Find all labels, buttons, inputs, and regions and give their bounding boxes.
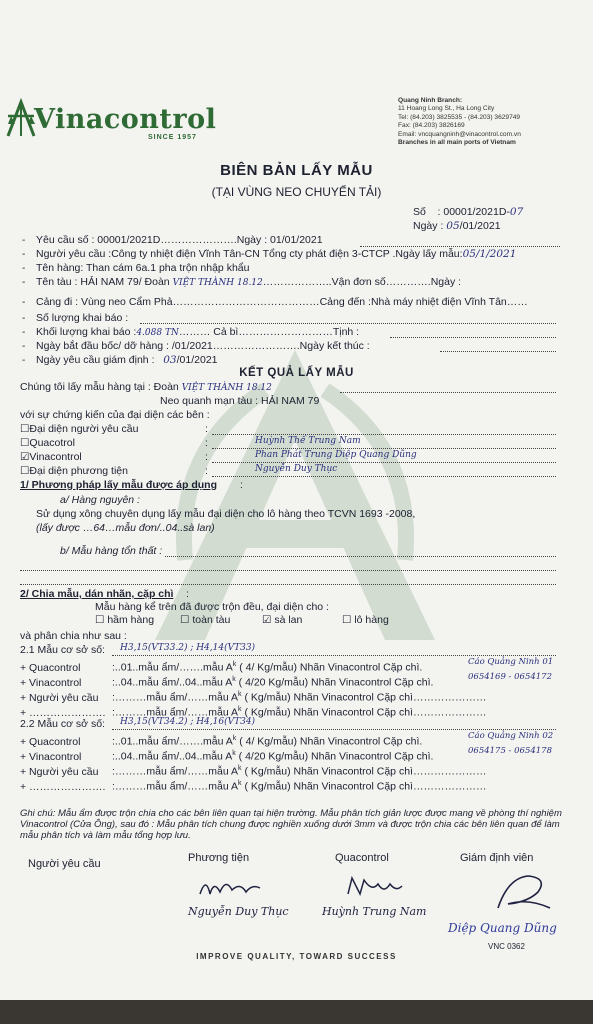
mau-co-so-21-hand: H3,15(VT33.2) ; H4,14(VT33) [120,643,256,653]
doc-date: Ngày : 05/01/2021 [413,220,501,232]
sample-analysis-count: mẫu ẩm/..04..mẫu A [138,676,233,689]
field-ten-hang: Tên hàng: Than cám 6a.1 pha trộn nhập khẩu [36,262,250,274]
sample-row: + Quacontrol :..01..mẫu ẩm/…….mẫu $A^k$ ( 4/ Kg/mẫu) Nhãn Vinacontrol Cặp chì. [20,661,423,674]
result-heading: KẾT QUẢ LẤY MẪU [239,367,354,379]
sample-analysis-count: mẫu ẩm/……mẫu A [146,691,239,704]
sample-analysis-count: mẫu ẩm/……mẫu A [146,765,239,778]
sample-analysis-count: mẫu ẩm/…….mẫu A [138,661,233,674]
sample-party: + Vinacontrol [20,750,82,763]
result-line2: Neo quanh mạn tàu : HẢI NAM 79 [160,395,320,407]
field-ten-tau: Tên tàu : HẢI NAM 79/ Đoàn VIỆT THÀNH 18.12………………..Vận đơn số………….Ngày : [36,276,462,288]
sample-moist-count: :..04.. [112,750,139,763]
section1-a-text2: (lấy được …64…mẫu đơn/..04..sà lan) [36,522,215,534]
section1-a: a/ Hàng nguyên : [60,494,140,506]
logo-since: SINCE 1957 [148,134,197,141]
sample-label-seal: ( Kg/mẫu) Nhãn Vinacontrol Cặp chì………………… [244,765,487,778]
field-ngay-giam-dinh: Ngày yêu cầu giám định : 03/01/2021 [36,354,218,366]
party-sign-2: Huỳnh Thế Trung Nam [255,436,361,446]
sample-analysis-count: mẫu ẩm/…….mẫu A [138,735,233,748]
sample-label-seal: ( 4/ Kg/mẫu) Nhãn Vinacontrol Cặp chì. [239,661,423,674]
logo-wordmark: Vinacontrol [34,104,217,135]
party-row-3: ☑Vinacontrol [20,451,82,463]
footer-slogan: IMPROVE QUALITY, TOWARD SUCCESS [196,952,397,961]
sample-row: + …………………. :………mẫu ẩm/……mẫu $A^k$ ( Kg/mẫu) Nhãn Vinacontrol Cặp chì………………… [20,706,487,719]
section1-a-text: Sử dụng xông chuyên dụng lấy mẫu đại diện cho lô hàng theo TCVN 1693 -2008, [36,508,416,520]
party-row-2: ☐Quacotrol [20,437,75,449]
section1-b: b/ Mẫu hàng tổn thất : [60,545,163,557]
field-khoi-luong: Khối lượng khai báo :4.088 TN……… Cả bì………………………Tịnh : [36,326,360,338]
section2-phan-chia: và phân chia như sau : [20,630,127,642]
sample-party: + Người yêu cầu [20,765,99,778]
sample-party: + Quacontrol [20,661,81,674]
branch-name: Quang Ninh Branch: [398,97,463,104]
sample-row: + Vinacontrol :..04..mẫu ẩm/..04..mẫu $A^k$ ( 4/20 Kg/mẫu) Nhãn Vinacontrol Cặp chì. [20,750,434,763]
sample-moist-count: :……… [112,780,147,793]
branch-address: 11 Hoang Long St., Ha Long City [398,105,495,113]
branch-email: Email: vncquangninh@vinacontrol.com.vn [398,130,521,138]
branch-note: Branches in all main ports of Vietnam [398,139,516,147]
mau-co-so-22-hand: H3,15(VT34.2) ; H4,16(VT34) [120,717,256,727]
sample-analysis-count: mẫu ẩm/..04..mẫu A [138,750,233,763]
signature-inspector-icon [488,868,558,918]
field-yeu-cau-so: Yêu cầu số : 00001/2021D………………….Ngày : 01/01/2021 [36,234,323,246]
sign-label-nguoi-yeu-cau: Người yêu cầu [28,858,101,870]
sample-label-seal: ( Kg/mẫu) Nhãn Vinacontrol Cặp chì………………… [244,780,487,793]
section2-intro: Mẫu hàng kể trên đã được trộn đều, đại diện cho : [95,601,329,613]
sample-label-seal: ( 4/20 Kg/mẫu) Nhãn Vinacontrol Cặp chì. [238,676,434,689]
sample-party: + Vinacontrol [20,676,82,689]
sample-label-seal: ( 4/20 Kg/mẫu) Nhãn Vinacontrol Cặp chì. [238,750,434,763]
option-lo-hang[interactable]: ☐ lô hàng [342,614,389,626]
branch-fax: Fax: (84.203) 3826169 [398,122,465,130]
mau-co-so-21: 2.1 Mẫu cơ sở số: [20,644,105,656]
sample-moist-count: :..04.. [112,676,139,689]
sample-label-seal: ( Kg/mẫu) Nhãn Vinacontrol Cặp chì………………… [244,706,487,719]
party-sign-4: Nguyễn Duy Thục [255,464,338,474]
branch-tel: Tel: (84.203) 3825535 - (84.203) 3629749 [398,113,521,121]
sample-row: + Quacontrol :..01..mẫu ẩm/…….mẫu $A^k$ ( 4/ Kg/mẫu) Nhãn Vinacontrol Cặp chì. [20,735,423,748]
section2-heading: 2/ Chia mẫu, dán nhãn, cặp chì [20,588,174,600]
seal-number-hand: 0654169 - 0654172 [468,672,552,682]
field-ngay-bat-dau: Ngày bắt đầu bốc/ dỡ hàng : /01/2021…………………….Ngày kết thúc : [36,340,370,352]
sample-row: + Người yêu cầu :………mẫu ẩm/……mẫu $A^k$ ( Kg/mẫu) Nhãn Vinacontrol Cặp chì………………… [20,765,487,778]
seal-number-hand: Cáo Quảng Ninh 01 [468,657,554,667]
sign-label-quacontrol: Quacontrol [335,852,389,864]
section1-heading: 1/ Phương pháp lấy mẫu được áp dụng [20,479,217,491]
signature-quacontrol-icon [344,872,404,900]
branch-info [398,97,521,147]
sample-party: + …………………. [20,780,106,793]
sample-party: + Quacontrol [20,735,81,748]
option-toan-tau[interactable]: ☐ toàn tàu [180,614,231,626]
sample-analysis-count: mẫu ẩm/……mẫu A [146,706,239,719]
doc-title: BIÊN BẢN LẤY MẪU [220,162,373,179]
sample-moist-count: :……… [112,706,147,719]
sign-name-quacontrol: Huỳnh Trung Nam [322,905,427,918]
sample-analysis-count: mẫu ẩm/……mẫu A [146,780,239,793]
sample-row: + …………………. :………mẫu ẩm/……mẫu $A^k$ ( Kg/mẫu) Nhãn Vinacontrol Cặp chì………………… [20,780,487,793]
result-line3: với sự chứng kiến của đại diện các bên : [20,409,210,421]
party-row-1: ☐Đại diện người yêu cầu [20,423,139,435]
option-ham-hang[interactable]: ☐ hầm hàng [95,614,155,626]
option-sa-lan[interactable]: ☑ sà lan [262,614,303,626]
field-cang: Cảng đi : Vùng neo Cẩm Phả……………………………………Cảng đến :Nhà máy nhiệt điện Vĩnh Tân…… [36,296,528,308]
inspector-name: Diệp Quang Dũng [448,921,557,935]
sample-moist-count: :……… [112,691,147,704]
party-sign-3: Phan Phát Trung Diệp Quang Dũng [255,450,417,460]
seal-number-hand: Cáo Quảng Ninh 02 [468,731,554,741]
doc-subtitle: (TẠI VÙNG NEO CHUYỂN TẢI) [211,185,382,199]
sample-moist-count: :..01.. [112,735,139,748]
doc-number: Số : 00001/2021D-07 [413,206,524,218]
sample-party: + …………………. [20,706,106,719]
sign-label-giam-dinh-vien: Giám định viên [460,852,534,864]
inspector-code: VNC 0362 [488,942,525,951]
mau-co-so-22: 2.2 Mẫu cơ sở số: [20,718,105,730]
result-line1: Chúng tôi lấy mẫu hàng tại : Đoàn VIỆT THÀNH 18.12 [20,381,272,393]
sample-moist-count: :..01.. [112,661,139,674]
document-page: Vinacontrol SINCE 1957 Quang Ninh Branch: 11 Hoang Long St., Ha Long City Tel: (84.203) 3825535 - (84.203) 3629749 Fax: (84.203) 3826169 Email: vncquangninh@vinacontrol.com.vn Branches in all main ports of Vietnam BIÊN BẢN LẤY MẪU (TẠI VÙNG NEO CHUYỂN TẢI) Số : 00001/2021D-07 Ngày : 05/01/2021 - Yêu cầu số : 00001/2021D………………….Ngày : 01/01/2021 - Người yêu cầu :Công ty nhiệt điện Vĩnh Tân-CN Tổng cty phát điện 3-CTCP .Ngày lấy mẫu:05/1/2021 - Tên hàng: Than cám 6a.1 pha trộn nhập khẩu - Tên tàu : HẢI NAM 79/ Đoàn VIỆT THÀNH 18.12………………..Vận đơn số………….Ngày : - Cảng đi : Vùng neo Cẩm Phả……………………………………Cảng đến :Nhà máy nhiệt điện Vĩnh Tân…… - Số lượng khai báo : - Khối lượng khai báo :4.088 TN……… Cả bì………………………Tịnh : - Ngày bắt đầu bốc/ dỡ hàng : /01/2021…………………….Ngày kết thúc : - Ngày yêu cầu giám định : 03/01/2021 KẾT QUẢ LẤY MẪU Chúng tôi lấy mẫu hàng tại : Đoàn VIỆT THÀNH 18.12 Neo quanh mạn tàu : HẢI NAM 79 với sự chứng kiến của đại diện các bên : ☐Đại diện người yêu cầu : ☐Quacotrol : Huỳnh Thế Trung Nam ☑Vinacontrol : Phan Phát Trung Diệp Quang Dũng ☐Đại diện phương tiện : Nguyễn Duy Thục 1/ Phương pháp lấy mẫu được áp dụng : a/ Hàng nguyên : Sử dụng xông chuyên dụng lấy mẫu đại diện cho lô hàng theo TCVN 1693 -2008, (lấy được …64…mẫu đơn/..04..sà lan) b/ Mẫu hàng tổn thất : 2/ Chia mẫu, dán nhãn, cặp chì : Mẫu hàng kể trên đã được trộn đều, đại diện cho : ☐ hầm hàng ☐ toàn tàu ☑ sà lan ☐ lô hàng và phân chia như sau : 2.1 Mẫu cơ sở số: H3,15(VT33.2) ; H4,14(VT33) + Quacontrol :..01..mẫu ẩm/…….mẫu $A^k$ ( 4/ Kg/mẫu) Nhãn Vinacontrol Cặp chì. Cáo Quảng Ninh 01 + Vinacontrol :..04..mẫu ẩm/..04..mẫu $A^k$ ( 4/20 Kg/mẫu) Nhãn Vinacontrol Cặp chì. 0654169 - 0654172 + Người yêu cầu :………mẫu ẩm/……mẫu $A^k$ ( Kg/mẫu) Nhãn Vinacontrol Cặp chì………………… + …………………. :………mẫu ẩm/……mẫu $A^k$ ( Kg/mẫu) Nhãn Vinacontrol Cặp chì………………… 2.2 Mẫu cơ sở số: H3,15(VT34.2) ; H4,16(VT34) + Quacontrol :..01..mẫu ẩm/…….mẫu $A^k$ ( 4/ Kg/mẫu) Nhãn Vinacontrol Cặp chì. Cáo Quảng Ninh 02 + Vinacontrol :..04..mẫu ẩm/..04..mẫu $A^k$ ( 4/20 Kg/mẫu) Nhãn Vinacontrol Cặp chì. 0654175 - 0654178 + Người yêu cầu :………mẫu ẩm/……mẫu $A^k$ ( Kg/mẫu) Nhãn Vinacontrol Cặp chì………………… + …………………. :………mẫu ẩm/……mẫu $A^k$ ( Kg/mẫu) Nhãn Vinacontrol Cặp chì………………… Ghi chú: Mẫu ẩm được trộn chia cho các bên liên quan tại hiện trường. Mẫu phân tích giản lược được mang về phòng thí nghiệm Vinacontrol (Cửa Ông), sau đó : Mẫu phân tích chung được nghiền xuống dưới 3mm và được trộn chia các bên liên quan để làm mẫu phân tích và làm mẫu tổng hợp lưu. Người yêu cầu Phương tiện Quacontrol Giám định viên Nguyễn Duy Thục Huỳnh Trung Nam Diệp Quang Dũng VNC 0362 IMPROVE QUALITY, TOWARD SUCCESS [0,0,593,1000]
sample-moist-count: :……… [112,765,147,778]
photo-background [0,1000,593,1024]
party-row-4: ☐Đại diện phương tiện [20,465,128,477]
signature-phuong-tien-icon [196,872,266,902]
sign-label-phuong-tien: Phương tiện [188,852,250,864]
vinacontrol-logo-icon [6,98,36,138]
sample-label-seal: ( Kg/mẫu) Nhãn Vinacontrol Cặp chì………………… [244,691,487,704]
sample-row: + Vinacontrol :..04..mẫu ẩm/..04..mẫu $A^k$ ( 4/20 Kg/mẫu) Nhãn Vinacontrol Cặp chì. [20,676,434,689]
note: Ghi chú: Mẫu ẩm được trộn chia cho các bên liên quan tại hiện trường. Mẫu phân tích giản lược được mang về phòng thí nghiệm Vinacontrol (Cửa Ông), sau đó : Mẫu phân tích chung được nghiền xuống dưới 3mm và được trộn chia các bên liên quan để làm mẫu phân tích và làm mẫu tổng hợp lưu. [20,808,562,841]
sample-row: + Người yêu cầu :………mẫu ẩm/……mẫu $A^k$ ( Kg/mẫu) Nhãn Vinacontrol Cặp chì………………… [20,691,487,704]
field-nguoi-yeu-cau: Người yêu cầu :Công ty nhiệt điện Vĩnh Tân-CN Tổng cty phát điện 3-CTCP .Ngày lấy mẫu:05/1/2021 [36,248,517,260]
sample-label-seal: ( 4/ Kg/mẫu) Nhãn Vinacontrol Cặp chì. [239,735,423,748]
sample-party: + Người yêu cầu [20,691,99,704]
field-so-luong: Số lượng khai báo : [36,312,129,324]
sign-name-phuong-tien: Nguyễn Duy Thục [188,905,289,918]
seal-number-hand: 0654175 - 0654178 [468,746,552,756]
